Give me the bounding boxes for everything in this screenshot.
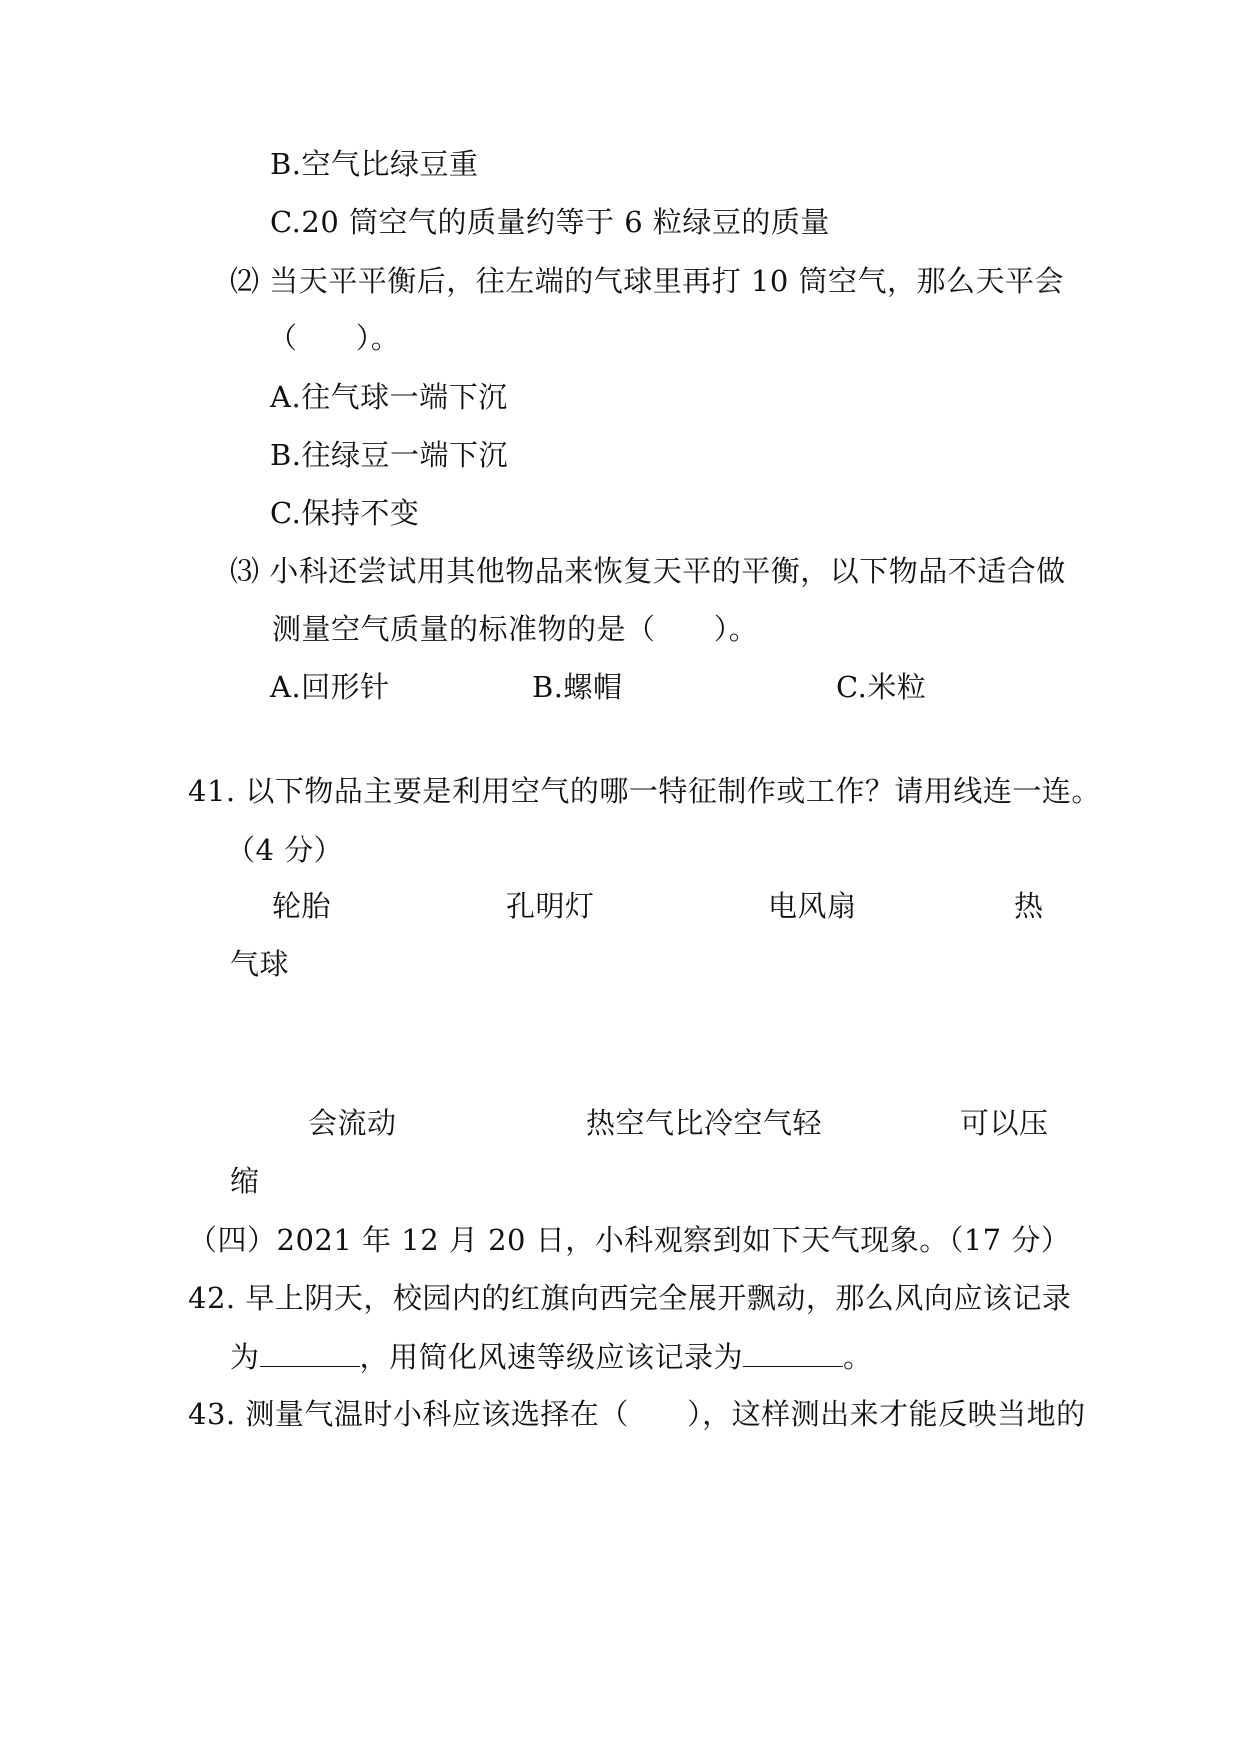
q41-item-tire: 轮胎 (272, 889, 332, 923)
q40-2-stem-line1: ⑵ 当天平平衡后，往左端的气球里再打 10 筒空气，那么天平会 (230, 264, 1065, 298)
q40-3-option-b: B.螺帽 (532, 670, 623, 704)
q42-wind-direction-blank[interactable] (260, 1336, 360, 1367)
q41-item-hot-air-balloon-wrap: 气球 (230, 947, 290, 981)
q40-3-option-a: A.回形针 (270, 670, 390, 704)
q40-3-option-c: C.米粒 (836, 670, 927, 704)
q42-line2 (230, 1336, 873, 1377)
q41-feature-hot-air-lighter: 热空气比冷空气轻 (586, 1106, 823, 1140)
q41-item-hot-air-balloon: 热 (1014, 889, 1044, 923)
q41-feature-flow: 会流动 (308, 1106, 397, 1140)
q43-line1: 43. 测量气温时小科应该选择在（ ），这样测出来才能反映当地的 (188, 1397, 1086, 1431)
q40-3-stem-line1: ⑶ 小科还尝试用其他物品来恢复天平的平衡，以下物品不适合做 (230, 554, 1066, 588)
q42-line1: 42. 早上阴天，校园内的红旗向西完全展开飘动，那么风向应该记录 (188, 1281, 1072, 1315)
q40-2-stem-line2: （ ）。 (268, 321, 401, 355)
q41-feature-compressible: 可以压 (960, 1106, 1049, 1140)
q41-score: （4 分） (226, 833, 344, 867)
section-4-heading: （四）2021 年 12 月 20 日，小科观察到如下天气现象。（17 分） (188, 1223, 1071, 1257)
q40-1-option-c: C.20 筒空气的质量约等于 6 粒绿豆的质量 (270, 205, 830, 239)
q40-2-option-a: A.往气球一端下沉 (270, 380, 508, 414)
q41-item-electric-fan: 电风扇 (768, 889, 857, 923)
q42-wind-speed-blank[interactable] (743, 1336, 843, 1367)
q41-stem: 41. 以下物品主要是利用空气的哪一特征制作或工作？请用线连一连。 (188, 774, 1101, 808)
q41-item-sky-lantern: 孔明灯 (506, 889, 595, 923)
q40-3-stem-line2: 测量空气质量的标准物的是（ ）。 (272, 612, 759, 646)
q42-line2-suffix: 。 (843, 1340, 873, 1374)
q41-feature-compressible-wrap: 缩 (230, 1164, 260, 1198)
q42-line2-middle: ，用简化风速等级应该记录为 (359, 1340, 744, 1374)
q40-2-option-b: B.往绿豆一端下沉 (270, 438, 509, 472)
q42-line2-prefix: 为 (230, 1340, 260, 1374)
q40-2-option-c: C.保持不变 (270, 496, 420, 530)
q40-1-option-b: B.空气比绿豆重 (270, 147, 479, 181)
